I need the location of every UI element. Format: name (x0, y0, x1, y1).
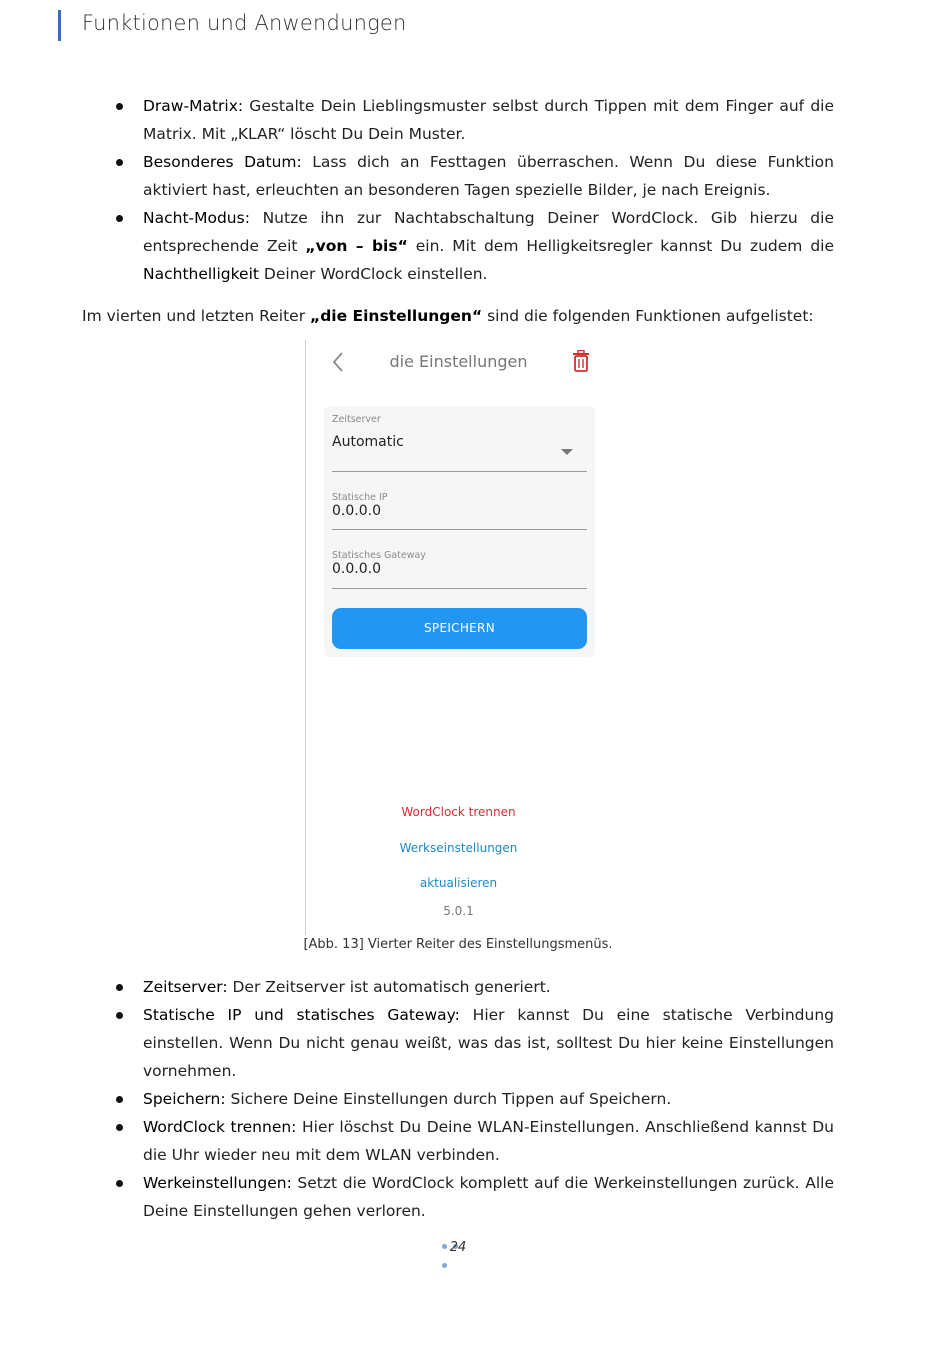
static-gateway-field[interactable] (332, 550, 587, 589)
list-item-text: ein. Mit dem Helligkeitsregler kannst Du zudem die (407, 237, 834, 255)
list-item (110, 1113, 834, 1169)
zeitserver-label: Zeitserver (332, 414, 381, 425)
update-link[interactable]: aktualisieren (419, 876, 498, 890)
feature-list-top (110, 92, 834, 288)
list-item (110, 1169, 834, 1225)
feature-list-bottom (110, 973, 834, 1225)
intro-text: sind die folgenden Funktionen aufgelistet: (482, 307, 814, 325)
list-item-text: Hier kannst Du eine statische Verbindung einstellen. Wenn Du nicht genau weißt, was das ist, solltest Du hier keine Einstellungen vornehmen. (143, 1006, 834, 1080)
list-item-emphasis: „von – bis“ (305, 237, 408, 255)
list-item (110, 204, 834, 288)
version-label: 5.0.1 (443, 904, 474, 918)
static-ip-label: Statische IP (332, 492, 388, 503)
static-ip-value: 0.0.0.0 (332, 503, 381, 519)
list-item-text: Deiner WordClock einstellen. (258, 265, 488, 283)
list-item-text: Der Zeitserver ist automatisch generiert. (227, 978, 551, 996)
list-item-term: WordClock trennen: (143, 1118, 297, 1136)
list-item (110, 148, 834, 204)
gateway-label: Statisches Gateway (332, 550, 426, 561)
list-item-emphasis: Nachthelligkeit (143, 265, 259, 283)
list-item-term: Nacht-Modus: (143, 209, 250, 227)
list-item (110, 1085, 834, 1113)
static-ip-field[interactable] (332, 492, 587, 530)
list-item-term: Besonderes Datum: (143, 153, 302, 171)
header-accent-bar (58, 10, 61, 41)
list-item-text: Hier löschst Du Deine WLAN-Einstellungen. Anschließend kannst Du die Uhr wieder neu mit dem WLAN verbinden. (143, 1118, 834, 1164)
list-item-term: Werkeinstellungen: (143, 1174, 292, 1192)
list-item-text: Sichere Deine Einstellungen durch Tippen auf Speichern. (225, 1090, 672, 1108)
settings-screenshot (305, 340, 611, 935)
list-item (110, 973, 834, 1001)
gateway-value: 0.0.0.0 (332, 561, 381, 577)
list-item-text: Lass dich an Festtagen überraschen. Wenn Du diese Funktion aktiviert hast, erleuchten an besonderen Tagen spezielle Bilder, je nach Ereignis. (143, 153, 834, 199)
save-button[interactable]: SPEICHERN (332, 608, 587, 649)
zeitserver-value: Automatic (332, 434, 404, 450)
zeitserver-select[interactable] (332, 414, 587, 472)
list-item-term: Statische IP und statisches Gateway: (143, 1006, 460, 1024)
list-item-text: Setzt die WordClock komplett auf die Werkeinstellungen zurück. Alle Deine Einstellungen gehen verloren. (143, 1174, 834, 1220)
figure-caption: [Abb. 13] Vierter Reiter des Einstellungsmenüs. (303, 937, 613, 952)
list-item-text: Gestalte Dein Lieblingsmuster selbst durch Tippen mit dem Finger auf die Matrix. Mit „KLAR“ löscht Du Dein Muster. (143, 97, 834, 143)
list-item-term: Draw-Matrix: (143, 97, 244, 115)
list-item (110, 92, 834, 148)
page-number: 24 (449, 1240, 467, 1255)
dropdown-arrow-icon (561, 449, 573, 455)
list-item-text: Nutze ihn zur Nachtabschaltung Deiner WordClock. Gib hierzu die entsprechende Zeit (143, 209, 834, 255)
intro-paragraph (82, 302, 842, 330)
intro-emphasis: „die Einstellungen“ (310, 307, 483, 325)
page-header-title: Funktionen und Anwendungen (82, 11, 407, 35)
settings-card (324, 406, 595, 657)
wordclock-disconnect-link[interactable]: WordClock trennen (401, 805, 516, 819)
screen-title: die Einstellungen (389, 352, 528, 371)
list-item-term: Zeitserver: (143, 978, 228, 996)
factory-reset-link[interactable]: Werkseinstellungen (399, 841, 518, 855)
list-item (110, 1001, 834, 1085)
list-item-term: Speichern: (143, 1090, 226, 1108)
intro-text: Im vierten und letzten Reiter (82, 307, 311, 325)
trash-icon[interactable] (572, 350, 590, 372)
